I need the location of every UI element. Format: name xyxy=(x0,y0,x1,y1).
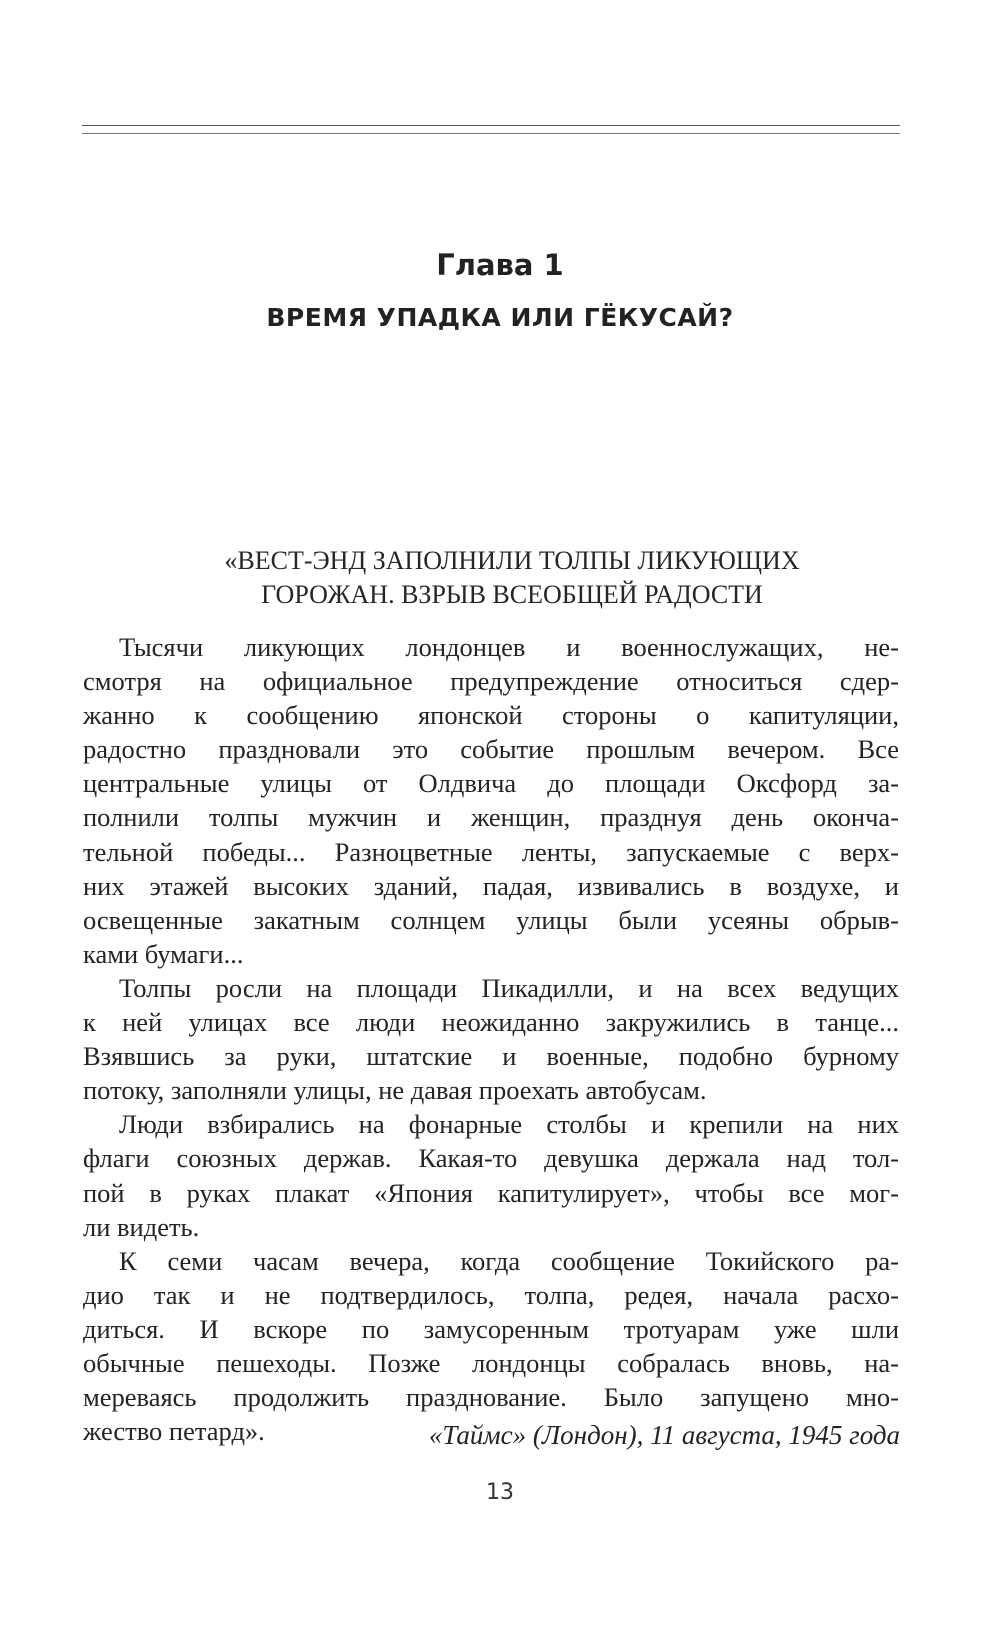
text-line: потоку, заполняли улицы, не давая проехать автобусам. xyxy=(83,1075,707,1106)
text-line: Тысячи ликующих лондонцев и военнослужащих, не- xyxy=(119,632,899,662)
quote-headline-line-2: ГОРОЖАН. ВЗРЫВ ВСЕОБЩЕЙ РАДОСТИ xyxy=(261,580,763,609)
text-line: диться. И вскоре по замусоренным тротуарам уже шли xyxy=(83,1313,899,1344)
text-line: пой в руках плакат «Япония капитулирует», чтобы все мог- xyxy=(83,1177,899,1208)
text-line: жество петард». xyxy=(83,1416,265,1447)
text-line: полнили толпы мужчин и женщин, празднуя день оконча- xyxy=(83,802,899,833)
text-line: Взявшись за руки, штатские и военные, подобно бурному xyxy=(83,1041,899,1072)
text-line: Люди взбирались на фонарные столбы и крепили на них xyxy=(119,1109,899,1140)
top-rule-thin xyxy=(82,133,900,134)
top-rule xyxy=(82,125,900,126)
text-line: радостно праздновали это событие прошлым вечером. Все xyxy=(83,734,899,765)
text-line: обычные пешеходы. Позже лондонцы собралась вновь, на- xyxy=(83,1347,899,1378)
text-line: смотря на официальное предупреждение относиться сдер- xyxy=(83,666,899,697)
quote-paragraph xyxy=(83,630,899,971)
chapter-number: Глава 1 xyxy=(436,248,564,282)
text-line: освещенные закатным солнцем улицы были усеяны обрыв- xyxy=(83,904,899,935)
quote-source: «Таймс» (Лондон), 11 августа, 1945 года xyxy=(428,1420,900,1450)
text-line: ли видеть. xyxy=(83,1211,200,1242)
quote-paragraph xyxy=(83,1107,899,1243)
quote-headline-line-1: «ВЕСТ-ЭНД ЗАПОЛНИЛИ ТОЛПЫ ЛИКУЮЩИХ xyxy=(224,546,800,575)
text-line: жанно к сообщению японской стороны о капитуляции, xyxy=(83,700,899,731)
text-line: центральные улицы от Олдвича до площади Оксфорд за- xyxy=(83,768,899,799)
text-line: к ней улицах все люди неожиданно закружились в танце... xyxy=(83,1007,899,1038)
text-line: флаги союзных держав. Какая-то девушка держала над тол- xyxy=(83,1143,899,1174)
text-line: дио так и не подтвердилось, толпа, редея, начала расхо- xyxy=(83,1279,899,1310)
quote-paragraph xyxy=(83,971,899,1107)
quote-paragraph xyxy=(83,1244,899,1449)
text-line: Толпы росли на площади Пикадилли, и на всех ведущих xyxy=(119,972,899,1003)
text-line: тельной победы... Разноцветные ленты, запускаемые с верх- xyxy=(83,836,899,867)
chapter-title: ВРЕМЯ УПАДКА ИЛИ ГЁКУСАЙ? xyxy=(266,303,734,332)
page-number: 13 xyxy=(486,1480,514,1505)
text-line: них этажей высоких зданий, падая, извивались в воздухе, и xyxy=(83,870,899,901)
quote-body xyxy=(83,630,899,1448)
text-line: ками бумаги... xyxy=(83,938,244,969)
text-line: К семи часам вечера, когда сообщение Токийского ра- xyxy=(119,1245,899,1276)
text-line: мереваясь продолжить празднование. Было запущено мно- xyxy=(83,1382,899,1413)
